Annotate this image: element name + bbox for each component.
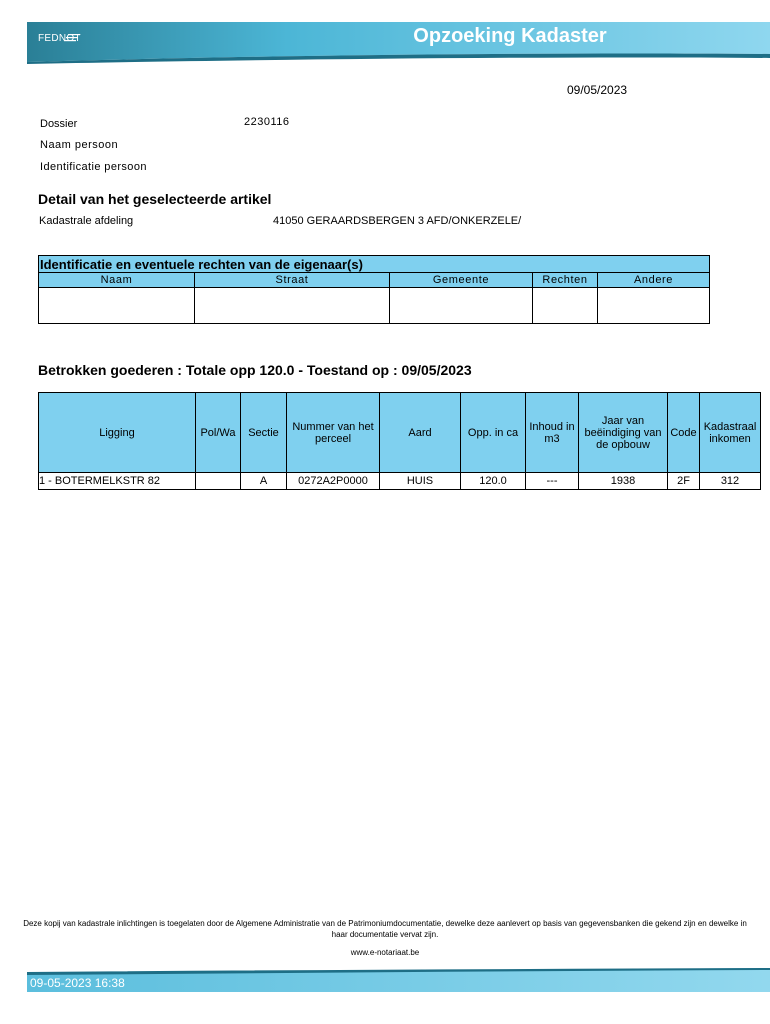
footer-banner [27, 968, 770, 992]
table-cell: A [241, 473, 287, 490]
footer-timestamp: 09-05-2023 16:38 [30, 976, 125, 990]
table-cell: HUIS [380, 473, 461, 490]
goods-col-inhoud: Inhoud in m3 [526, 393, 579, 473]
table-cell [39, 288, 195, 324]
goods-col-polwa: Pol/Wa [196, 393, 241, 473]
goods-col-nummer: Nummer van het perceel [287, 393, 380, 473]
fednot-logo-text: FEDNOT [38, 33, 81, 44]
table-cell: 0272A2P0000 [287, 473, 380, 490]
table-cell [195, 288, 390, 324]
table-cell [196, 473, 241, 490]
goods-table [38, 392, 761, 490]
owners-col-straat: Straat [195, 273, 390, 288]
goods-col-sectie: Sectie [241, 393, 287, 473]
table-cell: 1938 [579, 473, 668, 490]
goods-heading: Betrokken goederen : Totale opp 120.0 - Toestand op : 09/05/2023 [38, 362, 472, 378]
table-row [39, 288, 710, 324]
identificatie-persoon-label: Identificatie persoon [40, 161, 147, 173]
table-cell: --- [526, 473, 579, 490]
goods-col-ligging: Ligging [39, 393, 196, 473]
owners-col-gemeente: Gemeente [390, 273, 533, 288]
document-date: 09/05/2023 [567, 83, 628, 97]
goods-col-aard: Aard [380, 393, 461, 473]
footer-note: Deze kopij van kadastrale inlichtingen is toegelaten door de Algemene Administratie van de Patrimoniumdocumentatie, dewelke deze aanlevert op basis van gegevensbanken die gekend zijn en dewelke in haar documentatie vervat zijn. [23, 919, 747, 939]
naam-persoon-label: Naam persoon [40, 139, 119, 151]
table-cell [598, 288, 710, 324]
owners-col-naam: Naam [39, 273, 195, 288]
page-title: Opzoeking Kadaster [413, 25, 607, 47]
table-row [39, 473, 761, 490]
kadastrale-afdeling-value: 41050 GERAARDSBERGEN 3 AFD/ONKERZELE/ [273, 215, 522, 227]
owners-col-rechten: Rechten [533, 273, 598, 288]
footer-url[interactable]: www.e-notariaat.be [350, 948, 420, 957]
table-cell: 312 [700, 473, 761, 490]
table-cell [390, 288, 533, 324]
goods-col-inkomen: Kadastraal inkomen [700, 393, 761, 473]
table-cell [533, 288, 598, 324]
dossier-value: 2230116 [244, 116, 290, 128]
table-cell: 2F [668, 473, 700, 490]
table-cell: 120.0 [461, 473, 526, 490]
table-cell: 1 - BOTERMELKSTR 82 [39, 473, 196, 490]
goods-col-jaar: Jaar van beëindiging van de opbouw [579, 393, 668, 473]
owners-table [38, 255, 710, 324]
goods-col-code: Code [668, 393, 700, 473]
goods-col-opp: Opp. in ca [461, 393, 526, 473]
detail-heading: Detail van het geselecteerde artikel [38, 191, 272, 207]
owners-table-caption: Identificatie en eventuele rechten van de eigenaar(s) [39, 256, 710, 273]
owners-col-andere: Andere [598, 273, 710, 288]
kadastrale-afdeling-label: Kadastrale afdeling [39, 215, 134, 227]
dossier-label: Dossier [40, 118, 78, 130]
